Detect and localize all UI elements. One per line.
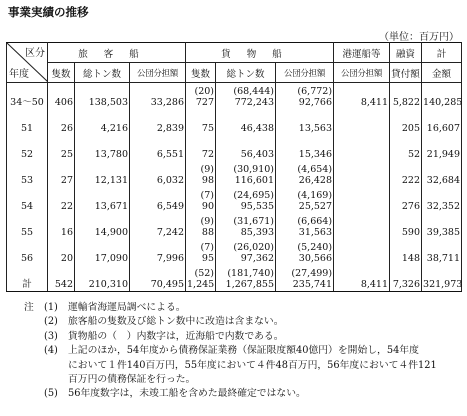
cell-coastal-subtotal: (31,671) xyxy=(233,216,275,227)
cell-c-tons xyxy=(216,83,276,110)
cell-total: 32,352 xyxy=(422,187,462,213)
cell-port xyxy=(334,161,390,187)
cell-coastal-subtotal: (20) xyxy=(194,86,215,97)
table-row xyxy=(7,187,462,213)
cell-coastal-subtotal: (30,910) xyxy=(233,164,275,175)
note-text: 56年度数字は，未竣工船を含めた最終確定ではない。 xyxy=(68,388,306,400)
note-number xyxy=(44,359,68,373)
cell-port xyxy=(334,239,390,265)
cell-p-tons: 12,131 xyxy=(75,161,130,187)
cell-year: 34～50 xyxy=(7,83,48,110)
cell-c-share xyxy=(276,239,334,265)
header-sub: 公団分担額 xyxy=(130,63,186,83)
table-row xyxy=(7,213,462,239)
header-sub: 貸付額 xyxy=(390,63,422,83)
note-number: (4) xyxy=(44,345,58,357)
cell-coastal-subtotal: (9) xyxy=(200,216,215,227)
cell-port xyxy=(334,213,390,239)
cell-value: 85,393 xyxy=(240,227,275,238)
cell-value: 98 xyxy=(201,175,215,186)
cell-coastal-subtotal: (7) xyxy=(200,242,215,253)
notes-section xyxy=(24,301,464,402)
cell-value: 92,766 xyxy=(298,97,333,108)
header-row-sub xyxy=(7,63,462,83)
cell-c-ships xyxy=(186,187,216,213)
cell-p-ships: 26 xyxy=(48,109,75,135)
cell-c-tons xyxy=(216,265,276,292)
note-line xyxy=(24,359,464,373)
cell-year: 51 xyxy=(7,109,48,135)
cell-c-tons xyxy=(216,187,276,213)
cell-value: 1,245 xyxy=(187,279,215,290)
cell-port xyxy=(334,109,390,135)
cell-c-share xyxy=(276,109,334,135)
cell-coastal-subtotal: (6,772) xyxy=(297,86,333,97)
cell-loan: 7,326 xyxy=(390,265,422,292)
cell-year: 56 xyxy=(7,239,48,265)
note-line xyxy=(24,387,464,401)
cell-p-share: 6,549 xyxy=(130,187,186,213)
cell-p-ships: 22 xyxy=(48,187,75,213)
cell-coastal-subtotal: (26,020) xyxy=(233,242,275,253)
notes-label xyxy=(24,387,44,401)
note-text: 貨物船の（ ）内数字は，近海船で内数である。 xyxy=(68,330,284,342)
cell-total: 321,973 xyxy=(422,265,462,292)
cell-loan: 148 xyxy=(390,239,422,265)
cell-coastal-subtotal: (7) xyxy=(200,190,215,201)
notes-label xyxy=(24,373,44,387)
cell-p-ships: 406 xyxy=(48,83,75,110)
cell-p-tons: 14,900 xyxy=(75,213,130,239)
note-text: において１件140百万円，55年度において４件48百万円，56年度において４件121 xyxy=(68,359,437,371)
cell-loan: 52 xyxy=(390,135,422,161)
note-number: (5) xyxy=(44,388,58,400)
cell-coastal-subtotal: (24,695) xyxy=(233,190,275,201)
cell-coastal-subtotal: (9) xyxy=(200,164,215,175)
note-line xyxy=(24,373,464,387)
cell-c-ships xyxy=(186,109,216,135)
cell-value: 727 xyxy=(195,97,215,108)
cell-total: 16,607 xyxy=(422,109,462,135)
cell-c-ships xyxy=(186,265,216,292)
cell-c-share xyxy=(276,161,334,187)
cell-p-share: 2,839 xyxy=(130,109,186,135)
cell-value: 25,527 xyxy=(298,201,333,212)
notes-label xyxy=(24,344,44,358)
cell-c-tons xyxy=(216,109,276,135)
cell-coastal-subtotal: (5,240) xyxy=(297,242,333,253)
cell-p-tons: 138,503 xyxy=(75,83,130,110)
cell-p-share: 6,032 xyxy=(130,161,186,187)
cell-port xyxy=(334,135,390,161)
cell-loan: 5,822 xyxy=(390,83,422,110)
note-number xyxy=(44,373,68,387)
cell-p-tons: 13,671 xyxy=(75,187,130,213)
note-text: 運輸省海運局調べによる。 xyxy=(68,302,186,313)
header-group-total: 計 xyxy=(422,43,462,63)
table-row xyxy=(7,83,462,110)
cell-c-ships xyxy=(186,239,216,265)
cell-c-share xyxy=(276,213,334,239)
cell-total: 140,285 xyxy=(422,83,462,110)
note-line xyxy=(24,301,464,315)
note-text: 百万円の債務保証を行った。 xyxy=(68,374,196,386)
cell-value: 72 xyxy=(201,149,215,160)
header-sub: 金額 xyxy=(422,63,462,83)
cell-port: 8,411 xyxy=(334,265,390,292)
cell-coastal-subtotal: (27,499) xyxy=(291,268,333,279)
header-sub: 公団分担額 xyxy=(334,63,390,83)
note-text: 旅客船の隻数及び総トン数中に改造は含まない。 xyxy=(68,316,284,328)
corner-cell xyxy=(7,43,48,83)
performance-table xyxy=(6,42,462,292)
corner-bottom-label: 年度 xyxy=(9,69,29,80)
cell-value: 97,362 xyxy=(240,253,275,264)
cell-value: 88 xyxy=(201,227,215,238)
cell-value: 46,438 xyxy=(240,123,275,134)
cell-c-tons xyxy=(216,135,276,161)
cell-value: 90 xyxy=(201,201,215,212)
cell-p-tons: 13,780 xyxy=(75,135,130,161)
cell-c-share xyxy=(276,265,334,292)
cell-c-ships xyxy=(186,83,216,110)
cell-coastal-subtotal: (181,740) xyxy=(227,268,275,279)
table-body xyxy=(7,83,462,292)
notes-label xyxy=(24,359,44,373)
cell-c-tons xyxy=(216,161,276,187)
note-line xyxy=(24,330,464,344)
cell-coastal-subtotal: (6,664) xyxy=(297,216,333,227)
header-sub: 隻数 xyxy=(186,63,216,83)
notes-label xyxy=(24,330,44,344)
table-row xyxy=(7,161,462,187)
header-sub: 隻数 xyxy=(48,63,75,83)
table-row xyxy=(7,265,462,292)
cell-c-tons xyxy=(216,239,276,265)
cell-year: 55 xyxy=(7,213,48,239)
cell-loan: 276 xyxy=(390,187,422,213)
page-title: 事業実績の推移 xyxy=(8,5,89,19)
cell-coastal-subtotal: (4,169) xyxy=(297,190,333,201)
cell-value: 235,741 xyxy=(292,279,333,290)
cell-year: 計 xyxy=(7,265,48,292)
cell-year: 54 xyxy=(7,187,48,213)
cell-port: 8,411 xyxy=(334,83,390,110)
cell-value: 56,403 xyxy=(240,149,275,160)
note-text: 上記のほか，54年度から債務保証業務（保証限度額40億円）を開始し，54年度 xyxy=(68,345,419,357)
note-number: (2) xyxy=(44,316,58,328)
cell-loan: 205 xyxy=(390,109,422,135)
cell-coastal-subtotal: (4,654) xyxy=(297,164,333,175)
cell-p-share: 6,551 xyxy=(130,135,186,161)
note-number: (3) xyxy=(44,330,58,342)
header-sub: 公団分担額 xyxy=(276,63,334,83)
cell-p-ships: 27 xyxy=(48,161,75,187)
cell-p-share: 7,996 xyxy=(130,239,186,265)
note-line xyxy=(24,315,464,329)
notes-label: 注 xyxy=(24,302,34,313)
cell-c-share xyxy=(276,135,334,161)
table-row xyxy=(7,109,462,135)
cell-year: 52 xyxy=(7,135,48,161)
cell-value: 75 xyxy=(201,123,215,134)
cell-total: 21,949 xyxy=(422,135,462,161)
unit-label: （単位：百万円） xyxy=(379,32,459,43)
cell-p-ships: 25 xyxy=(48,135,75,161)
header-group-cargo: 貨物船 xyxy=(186,43,334,63)
note-number: (1) xyxy=(44,302,58,313)
cell-c-share xyxy=(276,83,334,110)
cell-c-ships xyxy=(186,135,216,161)
header-sub: 総トン数 xyxy=(75,63,130,83)
cell-port xyxy=(334,187,390,213)
table-row xyxy=(7,239,462,265)
cell-p-share: 33,286 xyxy=(130,83,186,110)
cell-c-share xyxy=(276,187,334,213)
cell-loan: 222 xyxy=(390,161,422,187)
cell-value: 31,563 xyxy=(298,227,333,238)
header-group-passenger: 旅客船 xyxy=(48,43,186,63)
cell-c-ships xyxy=(186,213,216,239)
cell-value: 26,428 xyxy=(298,175,333,186)
cell-value: 15,346 xyxy=(298,149,333,160)
cell-value: 116,601 xyxy=(234,175,275,186)
cell-p-ships: 542 xyxy=(48,265,75,292)
cell-p-tons: 4,216 xyxy=(75,109,130,135)
cell-p-share: 7,242 xyxy=(130,213,186,239)
cell-total: 39,385 xyxy=(422,213,462,239)
header-group-port: 港運船等 xyxy=(334,43,390,63)
cell-value: 1,267,855 xyxy=(225,279,275,290)
table-row xyxy=(7,135,462,161)
cell-p-ships: 16 xyxy=(48,213,75,239)
cell-c-tons xyxy=(216,213,276,239)
cell-value: 95 xyxy=(201,253,215,264)
cell-p-tons: 17,090 xyxy=(75,239,130,265)
cell-loan: 590 xyxy=(390,213,422,239)
cell-value: 30,566 xyxy=(298,253,333,264)
cell-value: 95,535 xyxy=(240,201,275,212)
cell-total: 32,684 xyxy=(422,161,462,187)
corner-top-label: 区分 xyxy=(25,48,45,59)
cell-coastal-subtotal: (68,444) xyxy=(233,86,275,97)
cell-value: 772,243 xyxy=(234,97,275,108)
note-line xyxy=(24,344,464,358)
cell-year: 53 xyxy=(7,161,48,187)
notes-label xyxy=(24,315,44,329)
cell-total: 38,711 xyxy=(422,239,462,265)
header-group-loan: 融資 xyxy=(390,43,422,63)
header-sub: 総トン数 xyxy=(216,63,276,83)
cell-c-ships xyxy=(186,161,216,187)
header-row-groups xyxy=(7,43,462,63)
cell-p-tons: 210,310 xyxy=(75,265,130,292)
cell-value: 13,563 xyxy=(298,123,333,134)
cell-p-share: 70,495 xyxy=(130,265,186,292)
cell-coastal-subtotal: (52) xyxy=(194,268,215,279)
cell-p-ships: 20 xyxy=(48,239,75,265)
